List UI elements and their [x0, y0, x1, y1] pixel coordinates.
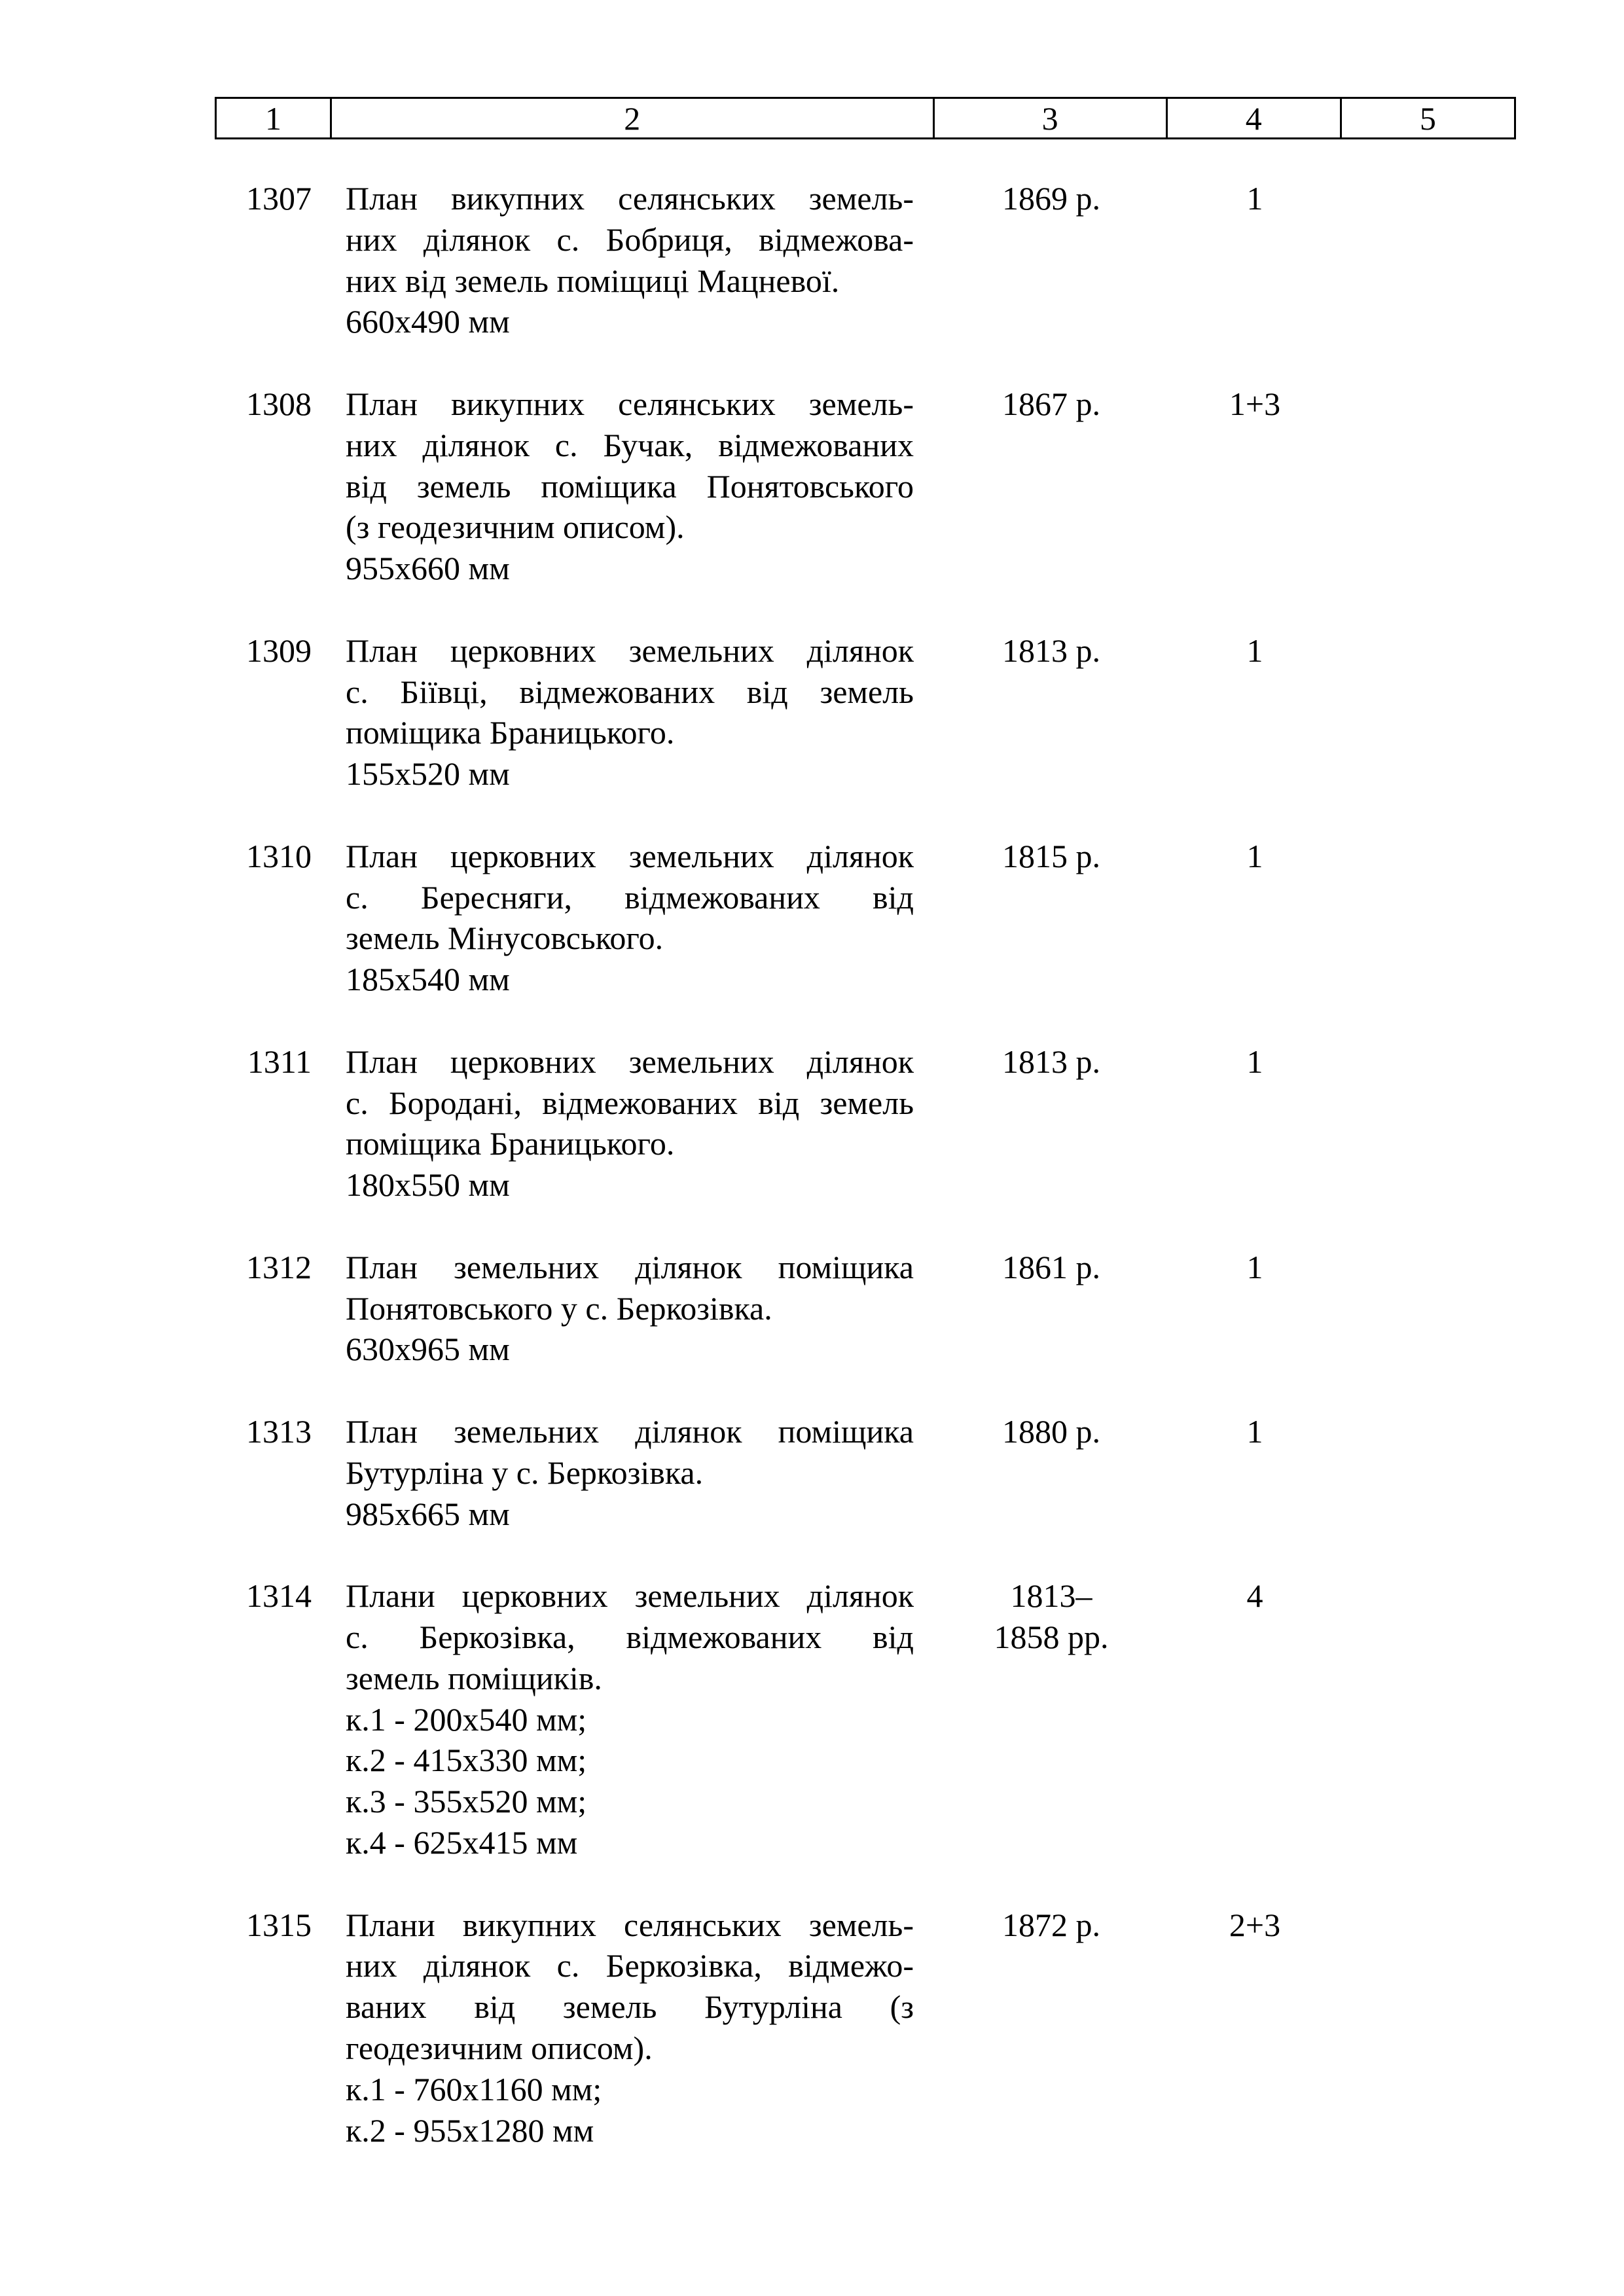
entry-description [346, 1041, 914, 1206]
entry-number: 1307 [246, 180, 312, 217]
description-line: поміщика Браницького. [346, 714, 675, 751]
description-line: к.2 - 415х330 мм; [346, 1742, 587, 1779]
entry-number: 1308 [246, 386, 312, 422]
entry-quantity: 4 [1246, 1577, 1263, 1615]
entry-description [346, 836, 914, 1000]
entry-date [935, 1411, 1168, 1452]
description-line: 185х540 мм [346, 961, 510, 998]
column-header-5: 5 [1341, 98, 1515, 139]
catalog-entry [215, 178, 1516, 342]
description-line: План церковних земельних ділянок [346, 837, 914, 874]
entry-quantity: 1 [1246, 1248, 1263, 1285]
description-line: ваних від земель Бутурліна (з [346, 1988, 914, 2026]
entry-description [346, 1905, 914, 2151]
entry-number: 1310 [246, 837, 312, 874]
description-line: земель Мінусовського. [346, 920, 664, 957]
description-line: к.1 - 200х540 мм; [346, 1700, 587, 1738]
date-line: 1869 р. [1002, 180, 1100, 217]
description-line: 985х665 мм [346, 1495, 510, 1532]
entry-quantity: 1 [1246, 180, 1263, 217]
date-line: 1813 р. [1002, 632, 1100, 669]
date-line: 1858 рр. [994, 1618, 1109, 1655]
description-line: Плани викупних селянських земель- [346, 1906, 914, 1943]
column-header-row [216, 98, 1515, 139]
entry-date [935, 178, 1168, 219]
description-line: них ділянок с. Бучак, відмежованих [346, 426, 914, 463]
column-header-2: 2 [331, 98, 933, 139]
entry-number: 1313 [246, 1413, 312, 1450]
entry-date [935, 384, 1168, 425]
description-line: к.4 - 625х415 мм [346, 1823, 578, 1861]
date-line: 1815 р. [1002, 837, 1100, 874]
description-line: від земель поміщика Понятовського [346, 467, 914, 505]
entry-number: 1314 [246, 1577, 312, 1615]
column-header-table [215, 97, 1516, 139]
description-line: к.1 - 760х1160 мм; [346, 2070, 602, 2108]
description-line: 155х520 мм [346, 755, 510, 793]
entry-date [935, 1247, 1168, 1288]
entry-date [935, 1575, 1168, 1658]
date-line: 1880 р. [1002, 1413, 1100, 1450]
description-line: План викупних селянських земель- [346, 180, 914, 217]
description-line: них від земель поміщиці Мацневої. [346, 262, 840, 299]
catalog-entry [215, 384, 1516, 589]
description-line: геодезичним описом). [346, 2029, 653, 2066]
entry-quantity: 2+3 [1229, 1906, 1281, 1943]
description-line: 180х550 мм [346, 1166, 510, 1204]
description-line: Бутурліна у с. Беркозівка. [346, 1454, 704, 1491]
entry-description [346, 630, 914, 795]
column-header-4: 4 [1166, 98, 1341, 139]
description-line: План церковних земельних ділянок [346, 632, 914, 669]
catalog-entry [215, 630, 1516, 795]
catalog-entry [215, 1247, 1516, 1370]
entry-number: 1312 [246, 1248, 312, 1285]
date-line: 1872 р. [1002, 1906, 1100, 1943]
description-line: План церковних земельних ділянок [346, 1043, 914, 1080]
description-line: земель поміщиків. [346, 1659, 602, 1696]
description-line: План земельних ділянок поміщика [346, 1413, 914, 1450]
entry-quantity: 1+3 [1229, 386, 1281, 422]
entry-description [346, 384, 914, 589]
entry-date [935, 836, 1168, 877]
entry-quantity: 1 [1246, 632, 1263, 669]
entry-date [935, 630, 1168, 672]
description-line: (з геодезичним описом). [346, 509, 685, 546]
entry-number: 1309 [246, 632, 312, 669]
description-line: 630х965 мм [346, 1331, 510, 1368]
column-header-3: 3 [933, 98, 1166, 139]
description-line: 660х490 мм [346, 303, 510, 340]
entry-description [346, 178, 914, 342]
entry-quantity: 1 [1246, 1043, 1263, 1080]
entry-date [935, 1905, 1168, 1946]
description-line: них ділянок с. Бобриця, відмежова- [346, 221, 914, 258]
entry-description [346, 1247, 914, 1370]
description-line: Понятовського у с. Беркозівка. [346, 1289, 772, 1327]
description-line: к.3 - 355х520 мм; [346, 1783, 587, 1820]
catalog-entry [215, 1411, 1516, 1534]
entry-date [935, 1041, 1168, 1083]
catalog-entry [215, 1575, 1516, 1863]
description-line: с. Беркозівка, відмежованих від [346, 1618, 914, 1655]
description-line: Плани церковних земельних ділянок [346, 1577, 914, 1615]
date-line: 1867 р. [1002, 386, 1100, 422]
column-header-1: 1 [216, 98, 331, 139]
date-line: 1813 р. [1002, 1043, 1100, 1080]
description-line: к.2 - 955х1280 мм [346, 2111, 594, 2149]
entry-number: 1315 [246, 1906, 312, 1943]
description-line: План викупних селянських земель- [346, 386, 914, 422]
catalog-entry [215, 1041, 1516, 1206]
entry-description [346, 1575, 914, 1863]
description-line: План земельних ділянок поміщика [346, 1248, 914, 1285]
date-line: 1813– [1010, 1577, 1092, 1615]
description-line: 955х660 мм [346, 550, 510, 587]
description-line: них ділянок с. Беркозівка, відмежо- [346, 1947, 914, 1984]
entry-quantity: 1 [1246, 1413, 1263, 1450]
entry-description [346, 1411, 914, 1534]
description-line: поміщика Браницького. [346, 1125, 675, 1162]
catalog-entry [215, 1905, 1516, 2151]
entry-quantity: 1 [1246, 837, 1263, 874]
catalog-entry [215, 836, 1516, 1000]
date-line: 1861 р. [1002, 1248, 1100, 1285]
description-line: с. Бородані, відмежованих від земель [346, 1084, 914, 1121]
description-line: с. Біївці, відмежованих від земель [346, 673, 914, 710]
description-line: с. Бересняги, відмежованих від [346, 878, 914, 916]
entry-number: 1311 [247, 1043, 312, 1080]
